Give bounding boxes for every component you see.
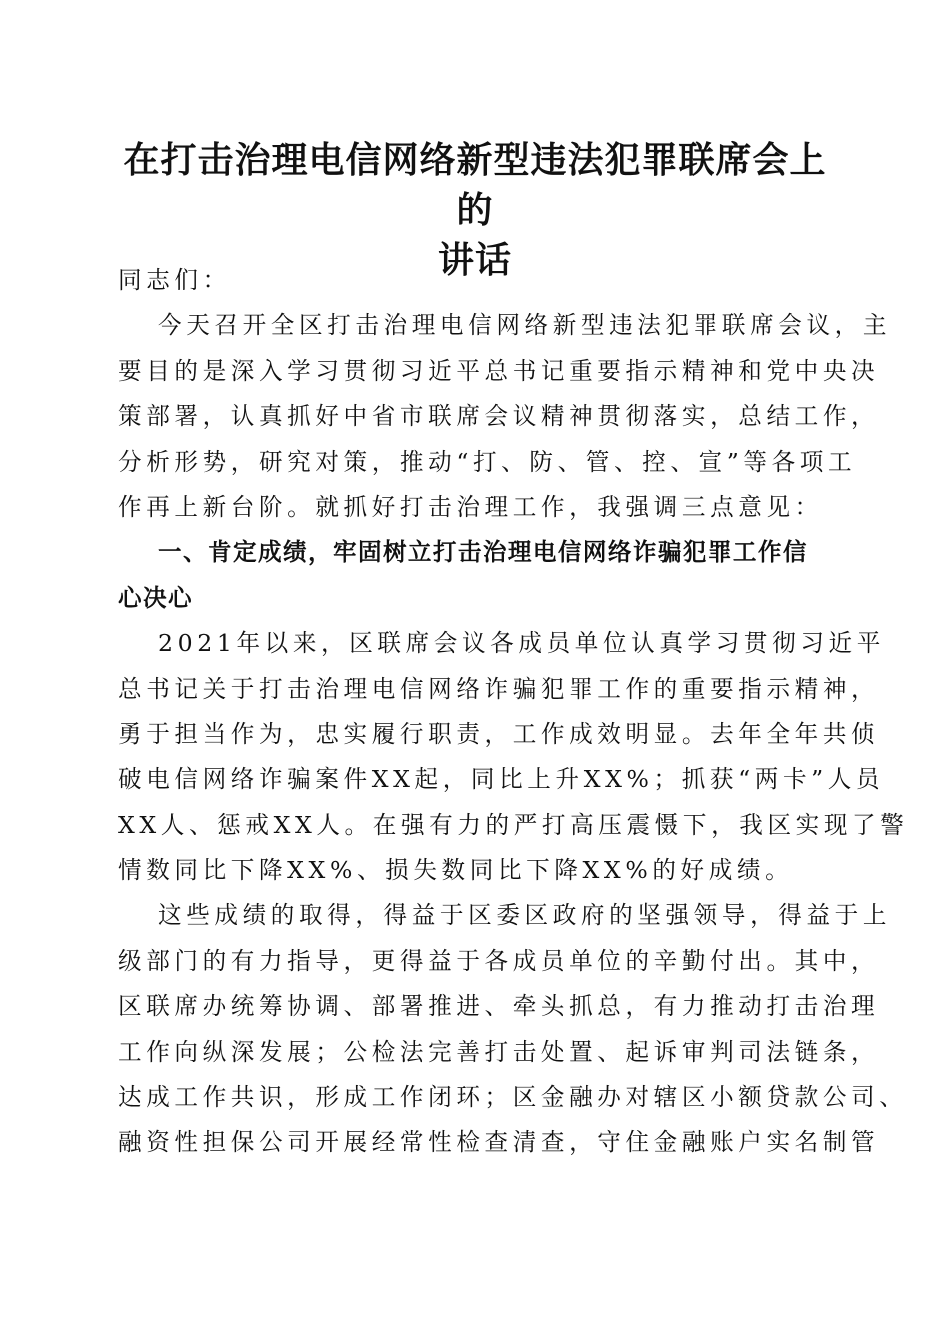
section-heading-1 xyxy=(118,530,838,621)
title-line-1: 在打击治理电信网络新型违法犯罪联席会上的 xyxy=(123,139,827,231)
paragraph-line: 融资性担保公司开展经常性检查清查，守住金融账户实名制管 xyxy=(118,1128,880,1157)
paragraph-line: 级部门的有力指导，更得益于各成员单位的辛勤付出。其中， xyxy=(118,946,880,975)
paragraph-line: XX人、惩戒XX人。在强有力的严打高压震慑下，我区实现了警 xyxy=(118,810,909,839)
paragraph-line: 这些成绩的取得，得益于区委区政府的坚强领导，得益于上 xyxy=(158,901,892,930)
document-body xyxy=(118,258,909,1166)
paragraph-opening xyxy=(118,303,892,530)
paragraph-line: 策部署，认真抓好中省市联席会议精神贯彻落实，总结工作， xyxy=(118,402,880,431)
paragraph-line: 分析形势，研究对策，推动“打、防、管、控、宣”等各项工 xyxy=(118,447,857,476)
paragraph-line: 区联席办统筹协调、部署推进、牵头抓总，有力推动打击治理 xyxy=(118,992,880,1021)
paragraph-achievements xyxy=(118,621,909,893)
paragraph-credits xyxy=(118,893,908,1165)
paragraph-line: 工作向纵深发展；公检法完善打击处置、起诉审判司法链条， xyxy=(118,1037,880,1066)
paragraph-line: 达成工作共识，形成工作闭环；区金融办对辖区小额贷款公司、 xyxy=(118,1083,908,1112)
heading-line: 心决心 xyxy=(118,583,193,612)
paragraph-line: 勇于担当作为，忠实履行职责，工作成效明显。去年全年共侦 xyxy=(118,719,880,748)
paragraph-line: 情数同比下降XX%、损失数同比下降XX%的好成绩。 xyxy=(118,856,794,885)
paragraph-line: 总书记关于打击治理电信网络诈骗犯罪工作的重要指示精神， xyxy=(118,674,880,703)
paragraph-line: 今天召开全区打击治理电信网络新型违法犯罪联席会议，主 xyxy=(158,311,892,340)
paragraph-line: 作再上新台阶。就抓好打击治理工作，我强调三点意见： xyxy=(118,492,823,521)
paragraph-line: 破电信网络诈骗案件XX起，同比上升XX%；抓获“两卡”人员 xyxy=(118,765,885,794)
paragraph-line: 要目的是深入学习贯彻习近平总书记重要指示精神和党中央决 xyxy=(118,356,880,385)
title-line-2: 讲话 xyxy=(437,239,512,281)
salutation: 同志们： xyxy=(118,266,231,294)
heading-line: 一、肯定成绩，牢固树立打击治理电信网络诈骗犯罪工作信 xyxy=(158,538,808,567)
paragraph-line: 2021年以来，区联席会议各成员单位认真学习贯彻习近平 xyxy=(158,629,885,658)
